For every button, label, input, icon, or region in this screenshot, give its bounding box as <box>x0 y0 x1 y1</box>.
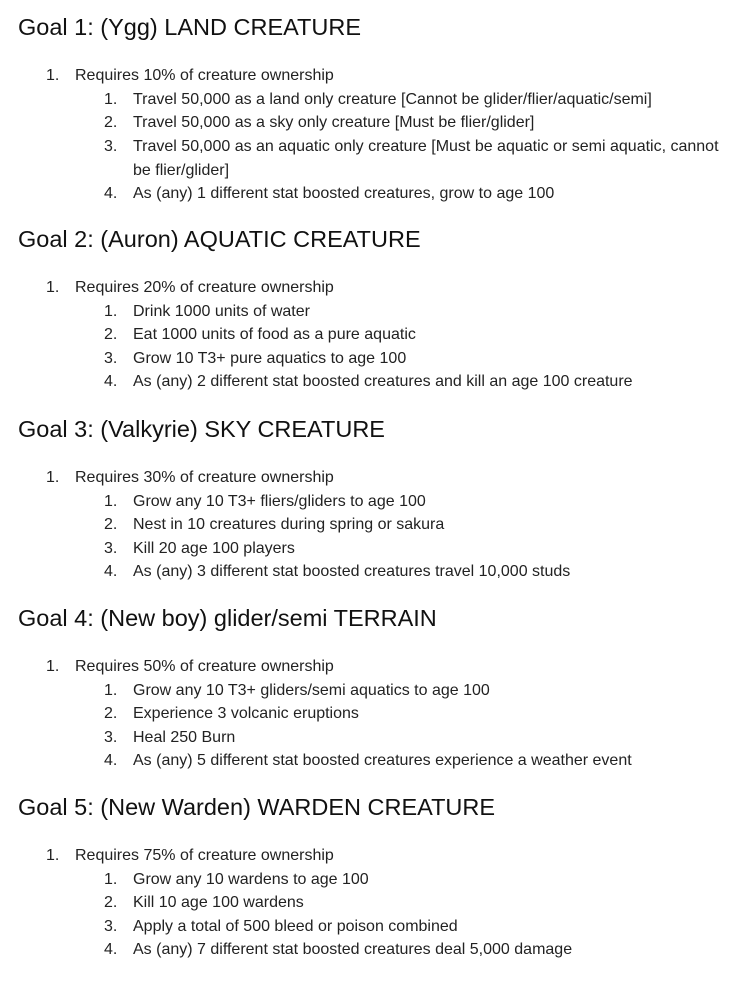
list-number: 4. <box>104 185 118 202</box>
task-text: Travel 50,000 as a land only creature [Cannot be glider/flier/aquatic/semi] <box>133 91 652 108</box>
goal-heading: Goal 3: (Valkyrie) SKY CREATURE <box>18 416 385 442</box>
list-number: 1. <box>104 682 118 699</box>
requirement-text: Requires 50% of creature ownership <box>75 658 334 675</box>
list-number: 1. <box>104 91 118 108</box>
requirement-text: Requires 30% of creature ownership <box>75 469 334 486</box>
list-number: 2. <box>104 516 118 533</box>
list-number: 3. <box>104 540 118 557</box>
requirement-text: Requires 20% of creature ownership <box>75 279 334 296</box>
task-text: Eat 1000 units of food as a pure aquatic <box>133 326 416 343</box>
task-text: As (any) 2 different stat boosted creatures and kill an age 100 creature <box>133 373 633 390</box>
list-number: 2. <box>104 705 118 722</box>
task-text: Kill 10 age 100 wardens <box>133 894 304 911</box>
task-text: Kill 20 age 100 players <box>133 540 295 557</box>
list-number: 1. <box>46 67 60 84</box>
task-text: As (any) 1 different stat boosted creatures, grow to age 100 <box>133 185 555 202</box>
list-number: 1. <box>104 871 118 888</box>
list-number: 4. <box>104 373 118 390</box>
goal-heading: Goal 2: (Auron) AQUATIC CREATURE <box>18 226 421 252</box>
task-text: Grow any 10 T3+ fliers/gliders to age 100 <box>133 493 426 510</box>
list-number: 3. <box>104 918 118 935</box>
task-text: Grow any 10 T3+ gliders/semi aquatics to age 100 <box>133 682 490 699</box>
list-number: 1. <box>46 279 60 296</box>
list-number: 2. <box>104 894 118 911</box>
goal-heading: Goal 5: (New Warden) WARDEN CREATURE <box>18 794 496 820</box>
task-text: Grow 10 T3+ pure aquatics to age 100 <box>133 350 407 367</box>
list-number: 3. <box>104 350 118 367</box>
list-number: 1. <box>46 847 60 864</box>
task-text: As (any) 7 different stat boosted creatures deal 5,000 damage <box>133 941 573 958</box>
task-text: Travel 50,000 as a sky only creature [Must be flier/glider] <box>133 114 535 131</box>
list-number: 3. <box>104 729 118 746</box>
list-number: 2. <box>104 326 118 343</box>
requirement-text: Requires 10% of creature ownership <box>75 67 334 84</box>
task-text: As (any) 3 different stat boosted creatures travel 10,000 studs <box>133 563 571 580</box>
task-text: Experience 3 volcanic eruptions <box>133 705 359 722</box>
list-number: 1. <box>46 469 60 486</box>
list-number: 4. <box>104 941 118 958</box>
list-number: 1. <box>104 303 118 320</box>
list-number: 4. <box>104 563 118 580</box>
task-text: Nest in 10 creatures during spring or sakura <box>133 516 445 533</box>
list-number: 3. <box>104 138 118 155</box>
goal-heading: Goal 4: (New boy) glider/semi TERRAIN <box>18 605 437 631</box>
task-text: Apply a total of 500 bleed or poison combined <box>133 918 458 935</box>
list-number: 2. <box>104 114 118 131</box>
task-text: Grow any 10 wardens to age 100 <box>133 871 369 888</box>
list-number: 4. <box>104 752 118 769</box>
task-text: Drink 1000 units of water <box>133 303 310 320</box>
task-text: As (any) 5 different stat boosted creatures experience a weather event <box>133 752 632 769</box>
list-number: 1. <box>46 658 60 675</box>
task-text: Heal 250 Burn <box>133 729 236 746</box>
goal-heading: Goal 1: (Ygg) LAND CREATURE <box>18 14 362 40</box>
list-number: 1. <box>104 493 118 510</box>
task-text: Travel 50,000 as an aquatic only creature [Must be aquatic or semi aquatic, cannot be flier/glider] <box>133 138 719 179</box>
requirement-text: Requires 75% of creature ownership <box>75 847 334 864</box>
